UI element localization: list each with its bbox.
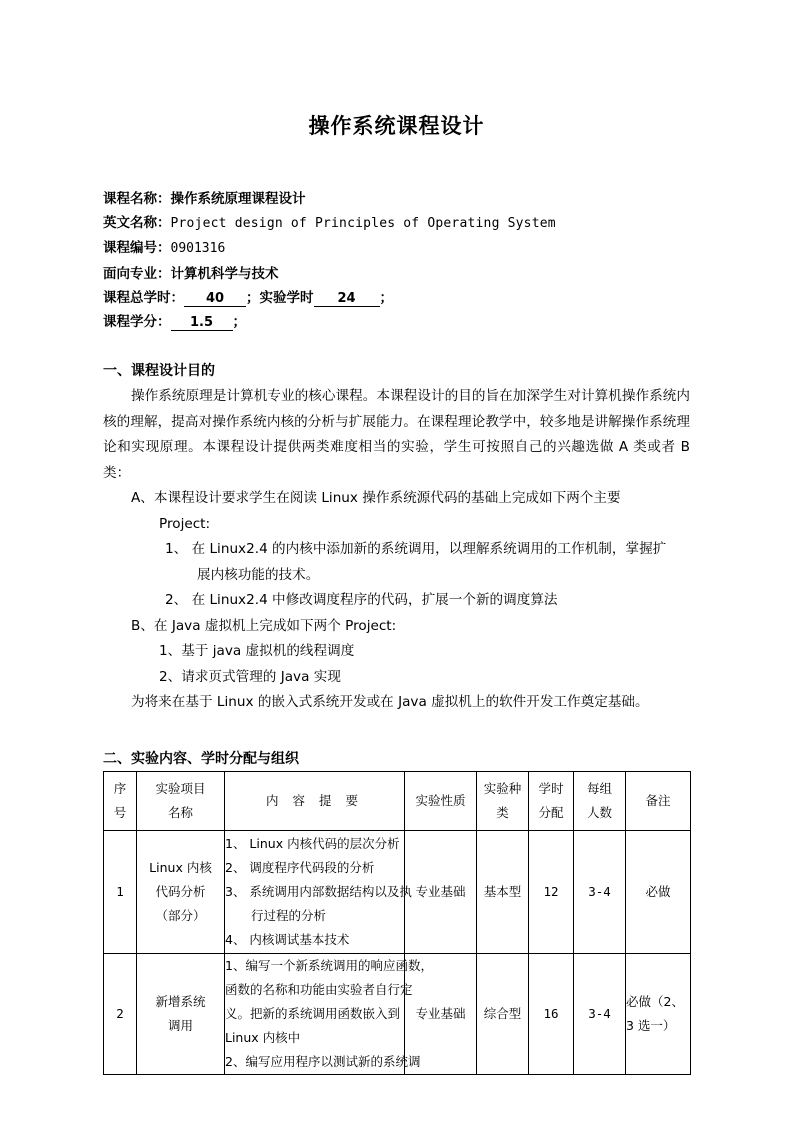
cell-kind: 基本型 [477,830,529,953]
meta-value-course-name: 操作系统原理课程设计 [170,191,306,207]
meta-row-credits [103,310,690,334]
cell-group: 3-4 [574,953,626,1074]
outline-item: 义。把新的系统调用函数嵌入到 [225,1005,401,1021]
meta-hours-end: ； [379,289,393,306]
section-1-closing: 为将来在基于 Linux 的嵌入式系统开发或在 Java 虚拟机上的软件开发工作奠定基础。 [131,694,649,711]
list-item-b-1: 1、基于 java 虚拟机的线程调度 [159,643,355,660]
cell-remark [626,953,691,1074]
outline-item: Linux 内核中 [225,1029,301,1045]
column-header-remark: 备注 [626,771,691,830]
meta-label-total-hours: 课程总学时： [103,289,184,306]
section-1-paragraph: 操作系统原理是计算机专业的核心课程。本课程设计的目的旨在加深学生对计算机操作系统内核的理解，提高对操作系统内核的分析与扩展能力。在课程理论教学中，较多地是讲解操作系统理论和实现原理。本课程设计提供两类难度相当的实验，学生可按照自己的兴趣选做 A 类或者 B 类： [103,388,690,481]
list-item-a-line1: A、本课程设计要求学生在阅读 Linux 操作系统源代码的基础上完成如下两个主要 [131,490,621,507]
column-header-kind [477,771,529,830]
meta-credits-end: ； [232,314,246,331]
cell-kind: 综合型 [477,953,529,1074]
cell-group: 3-4 [574,830,626,953]
column-header-kind-line1: 实验种 [483,780,522,796]
cell-nature: 专业基础 [405,953,477,1074]
meta-label-lab-hours: 实验学时 [259,289,314,306]
cell-name-line1: 新增系统 [155,993,206,1009]
table-header-row [104,771,691,830]
column-header-name-line2: 名称 [167,804,193,820]
outline-item: 2、编写应用程序以测试新的系统调 [225,1053,421,1069]
meta-label-major: 面向专业： [103,265,171,282]
list-item-b-2: 2、请求页式管理的 Java 实现 [159,668,341,685]
list-item-a-1 [103,537,690,588]
page-title: 操作系统课程设计 [308,114,485,138]
meta-label-course-code: 课程编号： [103,240,171,257]
column-header-group-line1: 每组 [586,780,612,796]
column-header-no [104,771,137,830]
outline-item: 2、 调度程序代码段的分析 [225,859,375,875]
column-header-outline: 内 容 提 要 [225,771,405,830]
list-item-b [103,614,690,640]
meta-row-major [103,262,690,286]
cell-outline [225,953,433,1074]
cell-no: 2 [104,953,137,1074]
column-header-name-line1: 实验项目 [155,780,206,796]
meta-hours-separator: ； [246,289,260,306]
column-header-group-line2: 人数 [586,804,612,820]
cell-remark-line1: 必做 [645,883,671,899]
course-meta-block [103,187,690,334]
list-item-a-1-line1: 1、 在 Linux2.4 的内核中添加新的系统调用，以理解系统调用的工作机制，掌握扩 [165,541,667,558]
meta-value-major: 计算机科学与技术 [170,265,279,282]
outline-item: 4、 内核调试基本技术 [225,931,350,947]
experiment-table [103,771,691,1075]
meta-value-english-name: Project design of Principles of Operating System [170,216,556,232]
column-header-no-line1: 序 [113,780,127,796]
list-item-a-line2: Project: [159,515,211,532]
column-header-hours [529,771,574,830]
cell-name-line1: Linux 内核 [149,859,212,875]
outline-item: 1、 Linux 内核代码的层次分析 [225,835,400,851]
column-header-nature: 实验性质 [405,771,477,830]
list-item-a-1-line2: 展内核功能的技术。 [197,566,320,583]
meta-row-hours [103,286,690,310]
meta-label-english-name: 英文名称： [103,215,171,232]
section-1-heading: 一、课程设计目的 [103,363,215,380]
outline-item: 1、编写一个新系统调用的响应函数， [225,957,433,973]
cell-name-line2: 代码分析 [155,883,206,899]
field-total-hours[interactable]: 40 [184,291,246,307]
cell-hours: 16 [529,953,574,1074]
cell-name-line3: （部分） [155,907,206,923]
meta-label-course-name: 课程名称： [103,191,171,207]
table-row [104,830,691,953]
outline-item: 函数的名称和功能由实验者自行定 [225,981,413,997]
section-2-heading: 二、实验内容、学时分配与组织 [103,750,299,767]
meta-row-course-name [103,187,690,211]
cell-nature: 专业基础 [405,830,477,953]
field-lab-hours[interactable]: 24 [314,291,380,307]
cell-remark-line2: 3 选一） [626,1017,676,1033]
outline-item: 3、 系统调用内部数据结构以及执 [225,883,412,899]
list-item-a-2-line1: 2、 在 Linux2.4 中修改调度程序的代码，扩展一个新的调度算法 [165,592,558,609]
column-header-kind-line2: 类 [496,804,509,820]
column-header-group [574,771,626,830]
meta-row-english-name [103,211,690,236]
column-header-hours-line1: 学时 [538,780,564,796]
column-header-name [137,771,225,830]
meta-value-course-code: 0901316 [170,241,226,257]
column-header-no-line2: 号 [113,804,127,820]
list-item-a-2 [103,588,690,614]
meta-label-credits: 课程学分： [103,314,171,331]
cell-name-line2: 调用 [167,1017,193,1033]
outline-item: 行过程的分析 [251,907,327,923]
cell-no: 1 [104,830,137,953]
field-credits[interactable]: 1.5 [171,315,233,331]
cell-name [137,830,225,953]
meta-row-course-code [103,236,690,261]
table-row [104,953,691,1074]
column-header-hours-line2: 分配 [538,804,564,820]
list-item-a [103,486,690,537]
list-item-b-line1: B、在 Java 虚拟机上完成如下两个 Project: [131,617,397,634]
cell-hours: 12 [529,830,574,953]
cell-remark-line1: 必做（2、 [626,993,684,1009]
cell-remark [626,830,691,953]
cell-name [137,953,225,1074]
cell-outline [225,830,412,953]
